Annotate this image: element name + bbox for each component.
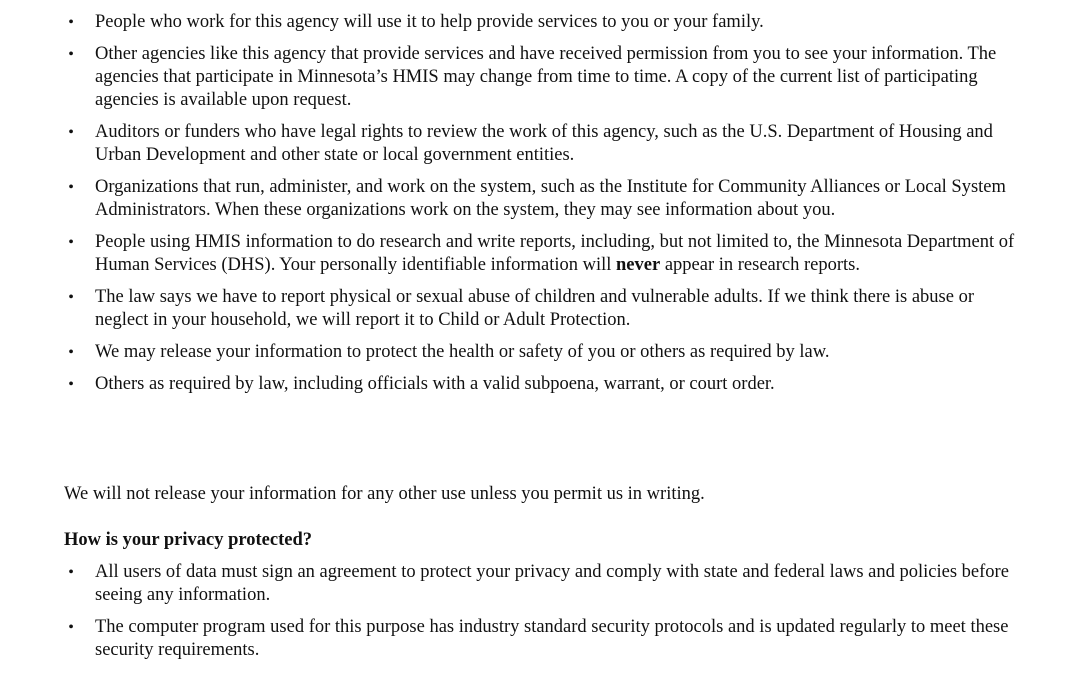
list-item — [0, 286, 1080, 332]
information-sharing-list — [0, 11, 1080, 405]
list-item-text: We may release your information to protect the health or safety of you or others as required by law. — [95, 342, 830, 362]
list-item-text: All users of data must sign an agreement to protect your privacy and comply with state and federal laws and policies before seeing any information. — [95, 562, 1009, 605]
bullet-icon: • — [68, 289, 74, 306]
closing-statement: We will not release your information for any other use unless you permit us in writing. — [64, 484, 705, 504]
bullet-icon: • — [68, 14, 74, 31]
list-item-text: Organizations that run, administer, and work on the system, such as the Institute for Community Alliances or Local System Administrators. When these organizations work on the system, they may see information about you. — [95, 177, 1006, 220]
emphasis-never: never — [616, 255, 661, 275]
list-item-text: The computer program used for this purpose has industry standard security protocols and is updated regularly to meet these security requirements. — [95, 617, 1009, 660]
list-item — [0, 176, 1080, 222]
list-item — [0, 231, 1080, 277]
list-item — [0, 341, 1080, 364]
section-heading: How is your privacy protected? — [64, 530, 313, 550]
bullet-icon: • — [68, 179, 74, 196]
list-item-text: People who work for this agency will use it to help provide services to you or your family. — [95, 12, 764, 32]
bullet-icon: • — [68, 46, 74, 63]
bullet-icon: • — [68, 619, 74, 636]
bullet-icon: • — [68, 124, 74, 141]
bullet-icon: • — [68, 564, 74, 581]
bullet-icon: • — [68, 376, 74, 393]
list-item — [0, 616, 1080, 662]
list-item — [0, 561, 1080, 607]
list-item — [0, 11, 1080, 34]
list-item — [0, 43, 1080, 112]
bullet-icon: • — [68, 234, 74, 251]
list-item-text: People using HMIS information to do research and write reports, including, but not limited to, the Minnesota Department of Human Services (DHS). Your personally identifiable information will never appear in research reports. — [95, 232, 1015, 275]
list-item — [0, 373, 1080, 396]
list-item-text: Others as required by law, including officials with a valid subpoena, warrant, or court order. — [95, 374, 775, 394]
bullet-icon: • — [68, 344, 74, 361]
list-item-text: Other agencies like this agency that provide services and have received permission from you to see your information. The agencies that participate in Minnesota’s HMIS may change from time to time. A copy of the current list of participating agencies is available upon request. — [95, 44, 997, 110]
privacy-protection-list — [0, 561, 1080, 671]
list-item-text: The law says we have to report physical or sexual abuse of children and vulnerable adults. If we think there is abuse or neglect in your household, we will report it to Child or Adult Protection. — [95, 287, 974, 330]
list-item — [0, 121, 1080, 167]
list-item-text: Auditors or funders who have legal rights to review the work of this agency, such as the U.S. Department of Housing and Urban Development and other state or local government entities. — [95, 122, 993, 165]
